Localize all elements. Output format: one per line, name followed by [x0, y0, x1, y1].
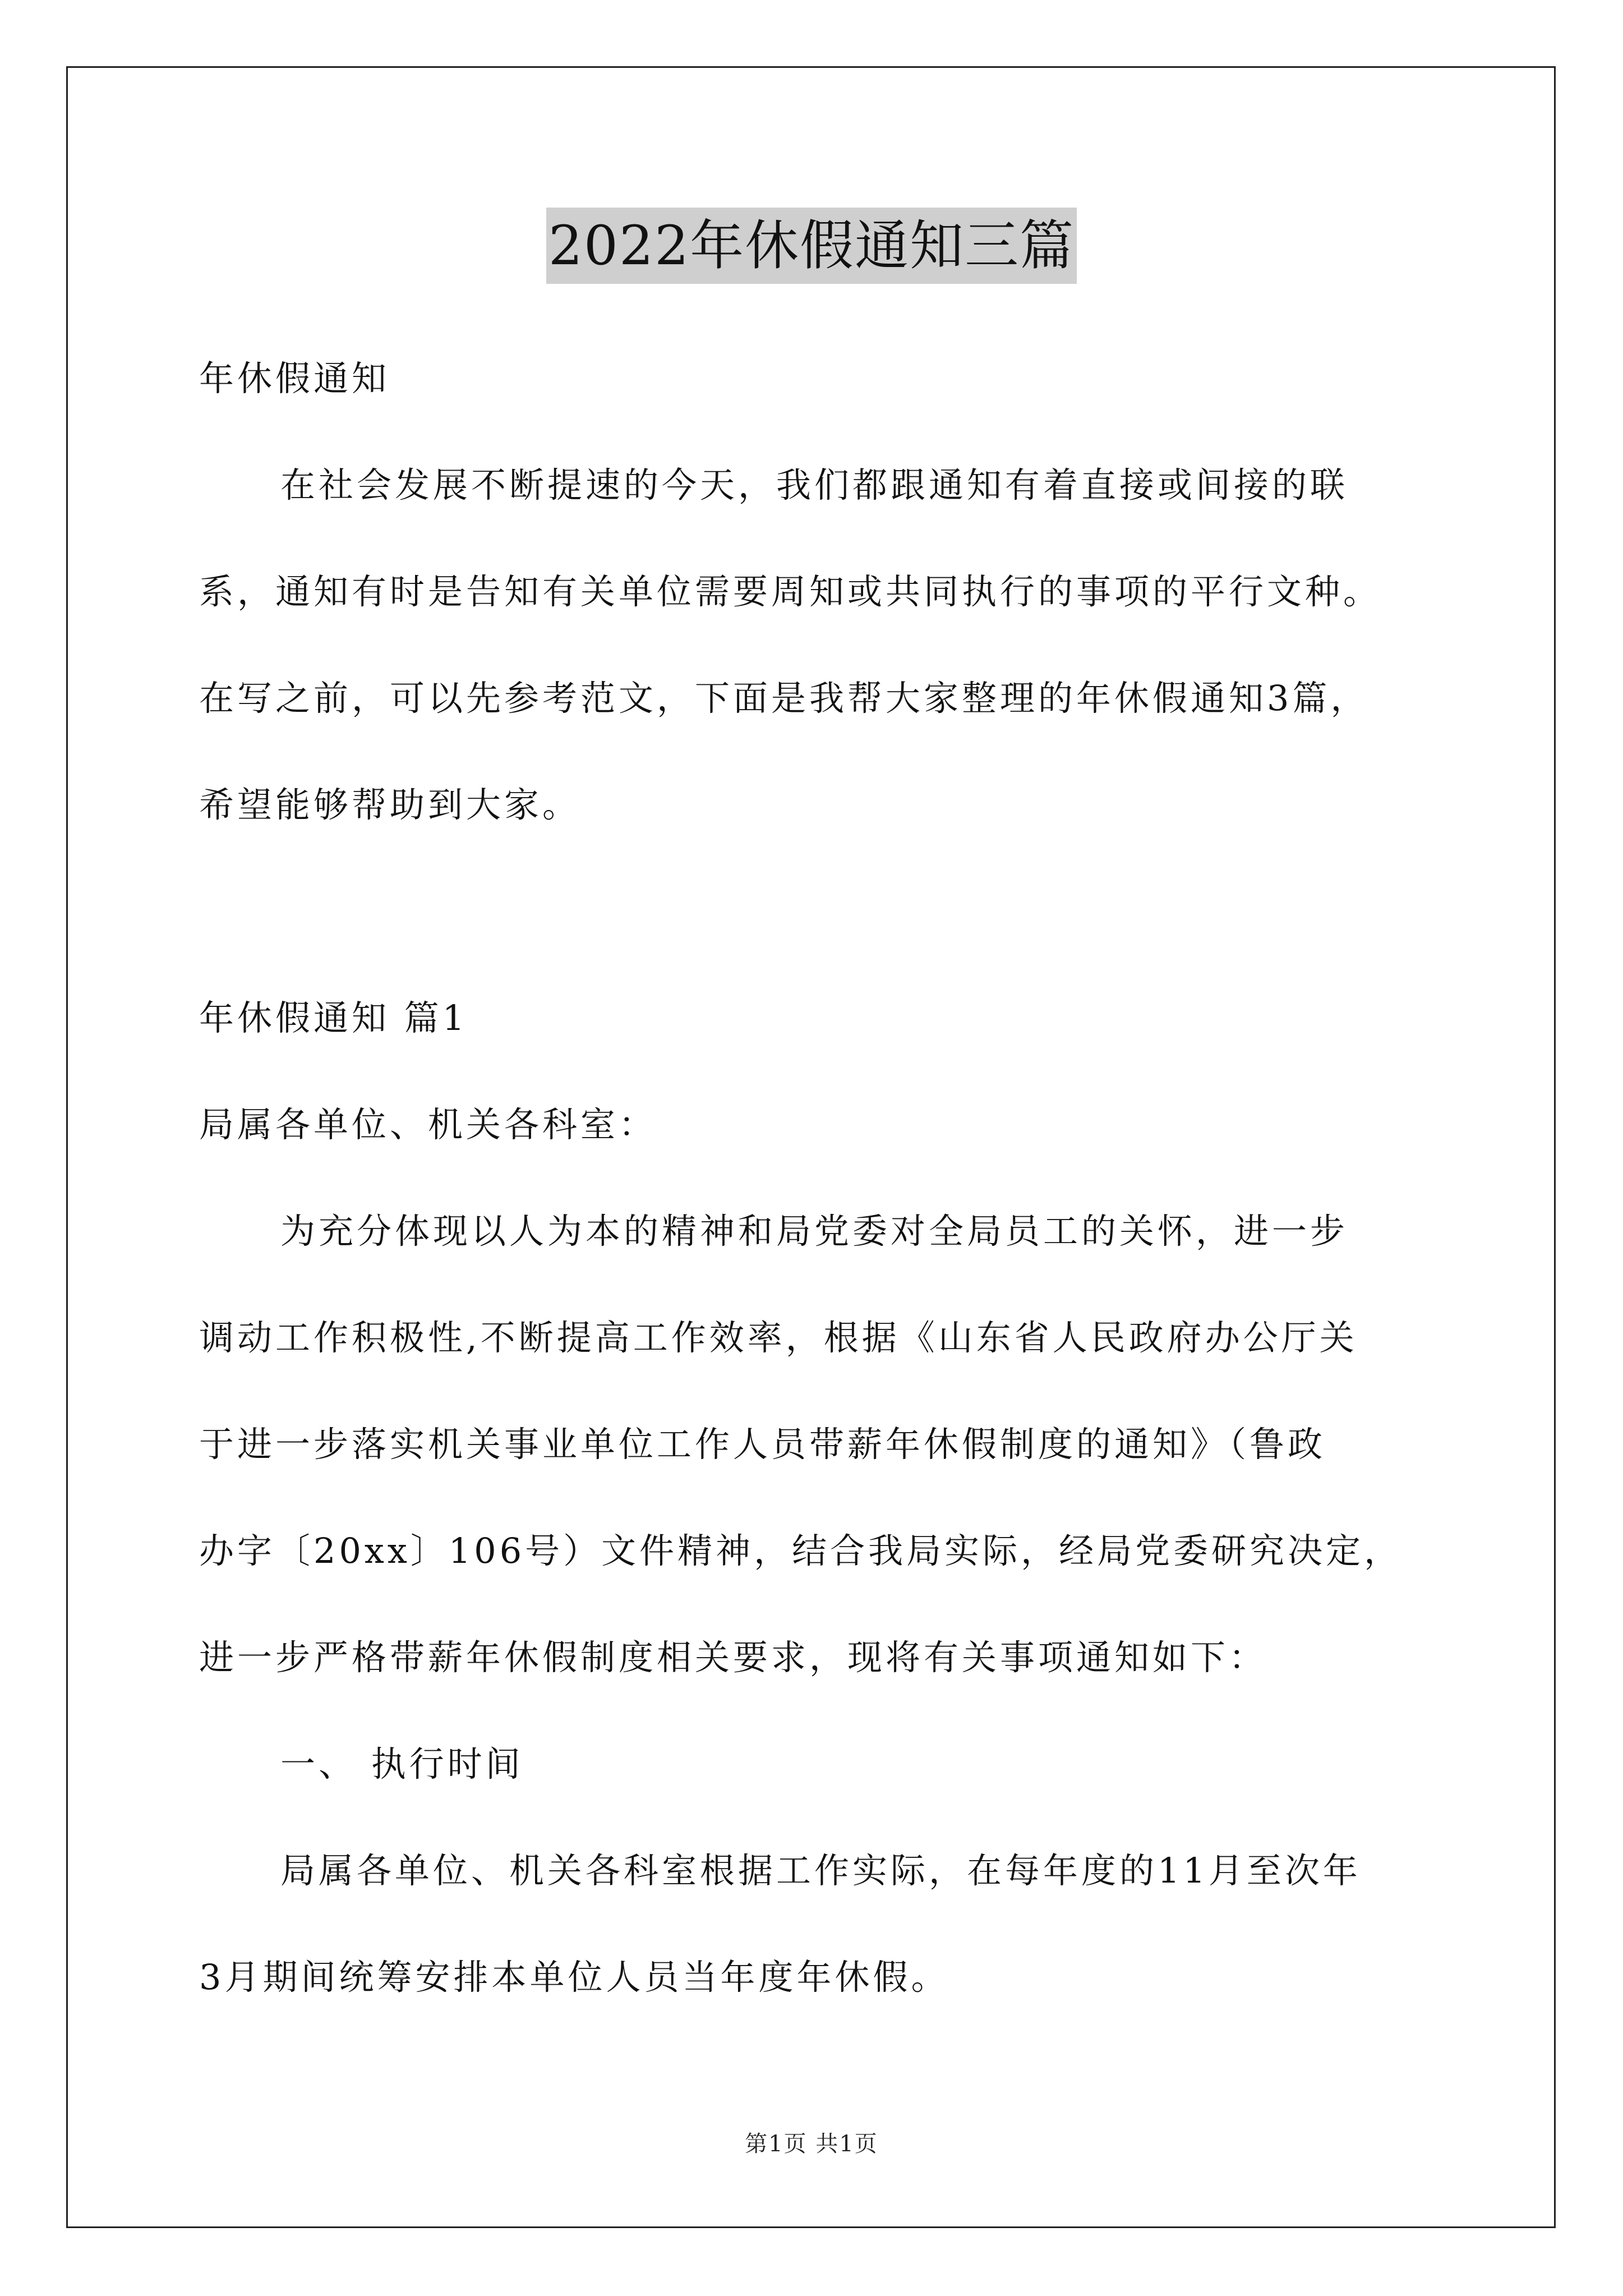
page-footer: 第1页 共1页 [745, 2131, 878, 2157]
intro-line-2: 系，通知有时是告知有关单位需要周知或共同执行的事项的平行文种。 [199, 571, 1382, 612]
section-1-line-2: 3月期间统筹安排本单位人员当年度年休假。 [199, 1957, 949, 1998]
heading-annual-leave: 年休假通知 [199, 358, 390, 399]
para-line-4: 办字〔20xx〕106号）文件精神，结合我局实际，经局党委研究决定， [199, 1530, 1403, 1571]
para-line-5: 进一步严格带薪年休假制度相关要求，现将有关事项通知如下： [199, 1637, 1267, 1678]
para-line-1: 为充分体现以人为本的精神和局党委对全局员工的关怀，进一步 [280, 1211, 1349, 1251]
para-line-2: 调动工作积极性,不断提高工作效率，根据《山东省人民政府办公厅关 [199, 1317, 1358, 1358]
salutation: 局属各单位、机关各科室： [199, 1104, 657, 1145]
document-title: 2022年休假通知三篇 [546, 208, 1077, 284]
section-1-line-1: 局属各单位、机关各科室根据工作实际，在每年度的11月至次年 [280, 1850, 1361, 1891]
intro-line-3: 在写之前，可以先参考范文，下面是我帮大家整理的年休假通知3篇， [199, 678, 1369, 719]
intro-line-4: 希望能够帮助到大家。 [199, 784, 581, 825]
para-line-3: 于进一步落实机关事业单位工作人员带薪年休假制度的通知》（鲁政 [199, 1424, 1326, 1465]
heading-notice-1: 年休假通知 篇1 [199, 997, 468, 1038]
section-heading-1: 一、 执行时间 [280, 1743, 524, 1784]
intro-line-1: 在社会发展不断提速的今天，我们都跟通知有着直接或间接的联 [280, 464, 1349, 505]
title-block [0, 208, 1623, 284]
